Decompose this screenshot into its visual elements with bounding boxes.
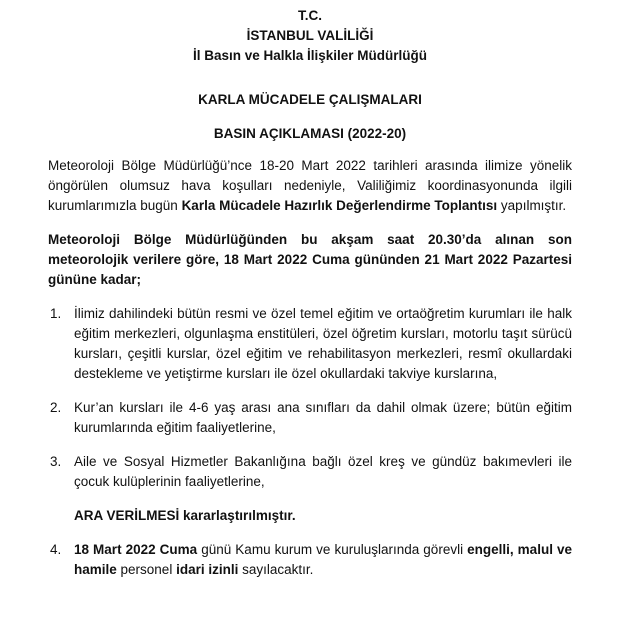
list-item — [48, 452, 572, 492]
decision-bold: ARA VERİLMESİ — [74, 508, 180, 523]
list-item — [48, 398, 572, 438]
measures-list — [48, 304, 572, 492]
header-line-valilik: İSTANBUL VALİLİĞİ — [246, 28, 374, 43]
document-subtitle: BASIN AÇIKLAMASI (2022-20) — [213, 126, 407, 141]
list-item — [48, 304, 572, 384]
item4-leave: idari izinli — [176, 562, 239, 577]
list-item-text: Kur’an kursları ile 4-6 yaş arası ana sınıfları da dahil olmak üzere; bütün eğitim kurumlarında eğitim faaliyetlerine, — [74, 400, 572, 435]
list-item-number: 2. — [50, 400, 62, 415]
measures-list-continued — [48, 540, 572, 580]
item4-text-1: günü Kamu kurum ve kuruluşlarında görevli — [197, 542, 468, 557]
document-title: KARLA MÜCADELE ÇALIŞMALARI — [198, 92, 422, 107]
list-item — [48, 540, 572, 580]
decision-rest: kararlaştırılmıştır. — [179, 508, 296, 523]
item4-text-2: personel — [116, 562, 177, 577]
header-line-department: İl Basın ve Halkla İlişkiler Müdürlüğü — [192, 48, 428, 63]
header-line-tc: T.C. — [297, 8, 322, 23]
list-item-text: İlimiz dahilindeki bütün resmi ve özel temel eğitim ve ortaöğretim kurumları ile halk eğitim merkezleri, olgunlaşma enstitüleri, özel öğretim kursları, motorlu taşıt sürücü kursları, çeşitli kurslar, özel eğitim ve rehabilitasyon merkezleri, resmî okullardaki destekleme ve yetiştirme kursları ile özel okullardaki takviye kurslarına, — [74, 306, 572, 381]
list-item-text: Aile ve Sosyal Hizmetler Bakanlığına bağlı özel kreş ve gündüz bakımevleri ile çocuk kulüplerinin faaliyetlerine, — [74, 454, 572, 489]
item4-date: 18 Mart 2022 Cuma — [74, 542, 198, 557]
letterhead — [48, 6, 572, 66]
intro-paragraph — [48, 156, 572, 216]
lead-paragraph: Meteoroloji Bölge Müdürlüğünden bu akşam saat 20.30’da alınan son meteorolojik verilere göre, 18 Mart 2022 Cuma gününden 21 Mart 2022 Pazartesi gününe kadar; — [48, 232, 572, 287]
list-item-number: 1. — [50, 306, 62, 321]
list-item-number: 3. — [50, 454, 62, 469]
intro-text-2: yapılmıştır. — [497, 198, 567, 213]
decision-line — [48, 506, 572, 526]
item4-text-3: sayılacaktır. — [238, 562, 314, 577]
list-item-number: 4. — [50, 542, 62, 557]
intro-bold-meeting: Karla Mücadele Hazırlık Değerlendirme Toplantısı — [181, 198, 498, 213]
intro-text-1: Meteoroloji Bölge Müdürlüğü’nce 18-20 Mart 2022 tarihleri arasında ilimize yönelik öngörülen olumsuz hava koşulları nedeniyle, Valiliğimiz koordinasyonunda ilgili kurumlarımızla bugün — [48, 158, 572, 213]
item4-staff: engelli, malul ve hamile — [74, 542, 572, 577]
